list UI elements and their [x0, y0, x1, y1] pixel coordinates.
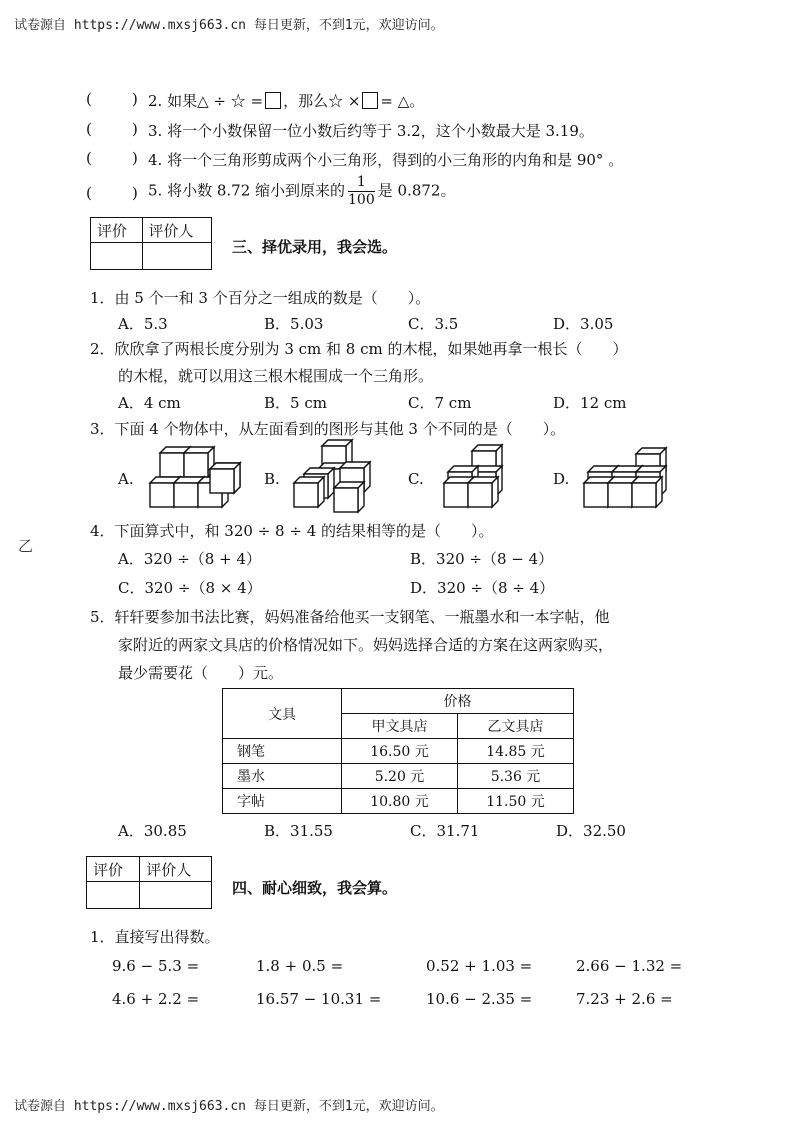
calc-item: 7.23 + 2.6 = [576, 990, 673, 1008]
score-label: 评价 [87, 857, 140, 882]
s3-q3-label-a: A. [118, 470, 134, 488]
margin-mark: 乙 [18, 537, 34, 555]
judge-q4: 4. 将一个三角形剪成两个小三角形，得到的小三角形的内角和是 90° 。 [148, 151, 624, 169]
s3-q2-line2: 的木棍，就可以用这三根木棍围成一个三角形。 [118, 367, 434, 385]
answer-paren-close: ) [132, 90, 138, 108]
s4-q1: 1．直接写出得数。 [90, 928, 220, 946]
judge-q5: 5. 将小数 8.72 缩小到原来的 $\frac{1}{100}$ 是 0.872。 [148, 174, 456, 208]
calc-item: 4.6 + 2.2 = [112, 990, 200, 1008]
s3-q3-label-b: B. [264, 470, 280, 488]
s3-q1-opt-b: B．5.03 [264, 315, 324, 333]
s3-q2-opt-a: A．4 cm [118, 394, 181, 412]
s3-q3: 3．下面 4 个物体中，从左面看到的图形与其他 3 个不同的是（ ）。 [90, 420, 566, 438]
section-3-title: 三、择优录用，我会选。 [232, 238, 398, 256]
s3-q3-label-c: C. [408, 470, 424, 488]
s3-q5-opt-c: C．31.71 [410, 822, 480, 840]
price-table [222, 688, 574, 814]
s3-q4-opt-b: B．320 ÷（8 − 4） [410, 550, 554, 568]
answer-paren-close: ) [132, 184, 138, 202]
fraction: $\frac{1}{100}$ [348, 174, 375, 208]
calc-item: 0.52 + 1.03 = [426, 957, 533, 975]
grader-label: 评价人 [140, 857, 212, 882]
answer-paren-open: ( [86, 184, 92, 202]
page-footer: 试卷源自 https://www.mxsj663.cn 每日更新，不到1元，欢迎访问。 [14, 1099, 444, 1114]
s3-q2-opt-d: D．12 cm [553, 394, 627, 412]
s3-q5-line3: 最少需要花（ ）元。 [118, 664, 284, 682]
s3-q5-opt-d: D．32.50 [556, 822, 626, 840]
s3-q1-opt-d: D．3.05 [553, 315, 614, 333]
s3-q2-line1: 2．欣欣拿了两根长度分别为 3 cm 和 8 cm 的木棍，如果她再拿一根长（ ） [90, 340, 628, 358]
s3-q4-opt-a: A．320 ÷（8 + 4） [118, 550, 261, 568]
cube-figure-d [584, 448, 666, 507]
th-store-a: 甲文具店 [342, 714, 458, 739]
th-price: 价格 [342, 689, 574, 714]
grader-label: 评价人 [142, 218, 211, 243]
answer-paren-close: ) [132, 149, 138, 167]
table-row: 钢笔 16.50 元 14.85 元 [223, 739, 574, 764]
th-item: 文具 [223, 689, 342, 739]
s3-q5-opt-a: A．30.85 [118, 822, 187, 840]
s3-q5-line1: 5．轩轩要参加书法比赛，妈妈准备给他买一支钢笔、一瓶墨水和一本字帖，他 [90, 608, 610, 626]
s3-q5-line2: 家附近的两家文具店的价格情况如下。妈妈选择合适的方案在这两家购买， [118, 636, 614, 654]
answer-paren-open: ( [86, 120, 92, 138]
s3-q4-opt-c: C．320 ÷（8 × 4） [118, 579, 262, 597]
cube-figure-a [150, 447, 240, 507]
s3-q3-label-d: D. [553, 470, 570, 488]
answer-paren-close: ) [132, 120, 138, 138]
calc-item: 2.66 − 1.32 = [576, 957, 683, 975]
s3-q2-opt-c: C．7 cm [408, 394, 472, 412]
table-row: 墨水 5.20 元 5.36 元 [223, 764, 574, 789]
score-box [86, 856, 212, 909]
answer-paren-open: ( [86, 149, 92, 167]
s3-q2-opt-b: B．5 cm [264, 394, 327, 412]
th-store-b: 乙文具店 [458, 714, 574, 739]
judge-q3: 3. 将一个小数保留一位小数后约等于 3.2，这个小数最大是 3.19。 [148, 122, 594, 140]
cube-figure-b [294, 440, 370, 512]
cube-figure-c [444, 445, 502, 507]
judge-q2: 2. 如果△ ÷ ☆ = ，那么☆ × = △。 [148, 92, 425, 110]
calc-item: 16.57 − 10.31 = [256, 990, 382, 1008]
s3-q4: 4．下面算式中，和 320 ÷ 8 ÷ 4 的结果相等的是（ ）。 [90, 522, 494, 540]
calc-item: 1.8 + 0.5 = [256, 957, 344, 975]
calc-item: 10.6 − 2.35 = [426, 990, 533, 1008]
page-header: 试卷源自 https://www.mxsj663.cn 每日更新，不到1元，欢迎访问。 [14, 18, 444, 33]
s3-q1-opt-c: C．3.5 [408, 315, 459, 333]
table-row: 字帖 10.80 元 11.50 元 [223, 789, 574, 814]
s3-q1-opt-a: A．5.3 [118, 315, 168, 333]
calc-item: 9.6 − 5.3 = [112, 957, 200, 975]
section-4-title: 四、耐心细致，我会算。 [232, 879, 398, 897]
score-label: 评价 [91, 218, 143, 243]
s3-q1: 1．由 5 个一和 3 个百分之一组成的数是（ ）。 [90, 289, 431, 307]
answer-paren-open: ( [86, 90, 92, 108]
s3-q4-opt-d: D．320 ÷（8 ÷ 4） [410, 579, 555, 597]
s3-q5-opt-b: B．31.55 [264, 822, 333, 840]
